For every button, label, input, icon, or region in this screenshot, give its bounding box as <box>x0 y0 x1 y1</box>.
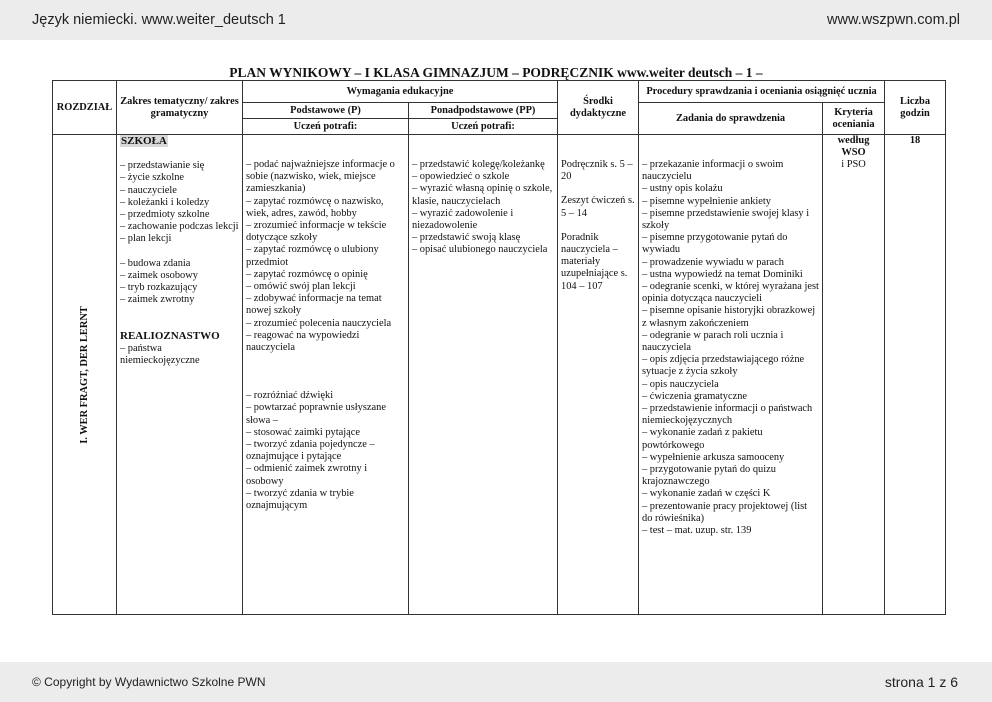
cell-srodki <box>558 135 639 615</box>
list-item: – wypełnienie arkusza samooceny <box>642 451 785 463</box>
list-item: – powtarzać poprawnie usłyszane słowa – <box>246 402 386 426</box>
list-item: – tryb rozkazujący <box>120 282 198 294</box>
list-item: – ustna wypowiedź na temat Dominiki <box>642 268 803 280</box>
list-item: – ćwiczenia gramatyczne <box>642 390 748 402</box>
plan-table <box>52 80 946 615</box>
list-item: – opowiedzieć o szkole <box>412 171 510 183</box>
list-item: – budowa zdania <box>120 257 191 269</box>
chapter-title: I. WER FRAGT, DER LERNT <box>78 305 90 444</box>
cell-kryteria <box>823 135 885 615</box>
list-item: – koleżanki i koledzy <box>120 196 210 208</box>
list-item: – stosować zaimki pytające <box>246 426 360 438</box>
page-footer <box>0 662 992 702</box>
cell-zadania <box>639 135 823 615</box>
list-item: – zachowanie podczas lekcji <box>120 221 239 233</box>
list-item: – zapytać rozmówcę o ulubiony przedmiot <box>246 244 379 268</box>
list-item: – tworzyć zdania w trybie oznajmującym <box>246 487 354 512</box>
section-szkola-heading: SZKOŁA <box>121 135 167 147</box>
list-item: – zdobywać informacje na temat nowej szkoły <box>246 293 382 317</box>
header-podstawowe: Podstawowe (P) <box>243 103 409 119</box>
cell-ponadpodstawowe <box>409 135 558 615</box>
list-item: – pisemne wypełnienie ankiety <box>642 195 771 207</box>
list-item: – przedstawić kolegę/koleżankę <box>412 159 545 170</box>
header-srodki: Środki dydaktyczne <box>558 81 639 135</box>
header-rozdzial: ROZDZIAŁ <box>53 81 117 135</box>
list-item: – zrozumieć informacje w tekście dotyczące szkoły <box>246 220 387 244</box>
zadania-list <box>642 159 819 537</box>
list-item: – wykonanie zadań w części K <box>642 488 771 500</box>
header-ponadpodstawowe: Ponadpodstawowe (PP) <box>409 103 558 119</box>
list-item: – plan lekcji <box>120 233 172 245</box>
list-item: – ustny opis kolażu <box>642 183 723 195</box>
list-item: – reagować na wypowiedzi nauczyciela <box>246 329 360 354</box>
list-item: – zapytać rozmówcę o nazwisko, wiek, adres, zawód, hobby <box>246 195 384 219</box>
list-item: – przekazanie informacji o swoim nauczycielu <box>642 159 784 183</box>
list-item: – odmienić zaimek zwrotny i osobowy <box>246 463 368 487</box>
header-wymagania: Wymagania edukacyjne <box>243 81 558 103</box>
list-item: – pisemne przedstawienie swojej klasy i szkoły <box>642 207 810 232</box>
list-item: – zrozumieć polecenia nauczyciela <box>246 317 392 329</box>
header-right-url[interactable]: www.wszpwn.com.pl <box>827 12 960 28</box>
page-header <box>0 0 992 40</box>
list-item: – zaimek zwrotny <box>120 294 195 306</box>
list-item: – prowadzenie wywiadu w parach <box>642 256 784 268</box>
list-item: – przedstawienie informacji o państwach niemieckojęzycznych <box>642 403 813 427</box>
srodki-group-2 <box>561 195 635 219</box>
list-item: – pisemne opisanie historyjki obrazkowej z własnym zakończeniem <box>642 305 816 329</box>
footer-page-number: strona 1 z 6 <box>884 674 958 690</box>
list-item: – wykonanie zadań z pakietu powtórkowego <box>642 427 763 451</box>
list-item: – nauczyciele <box>120 184 177 196</box>
list-item: Poradnik nauczyciela – materiały uzupełniające s. 104 – 107 <box>561 231 628 292</box>
document-title: PLAN WYNIKOWY – I KLASA GIMNAZJUM – PODRĘCZNIK www.weiter deutsch – 1 – <box>229 65 763 80</box>
kryteria-line-2: WSO <box>841 147 866 159</box>
kryteria-line-1: według <box>837 135 870 146</box>
header-uczen-p: Uczeń potrafi: <box>243 119 409 135</box>
podstawowe-group-1 <box>246 159 405 354</box>
srodki-group-1 <box>561 159 635 183</box>
cell-podstawowe <box>243 135 409 615</box>
header-procedury: Procedury sprawdzania i oceniania osiągnięć ucznia <box>639 81 885 103</box>
list-item: – opisać ulubionego nauczyciela <box>412 244 548 256</box>
list-item: – odegranie scenki, w której wyrażana jest opinia dotycząca nauczycieli <box>642 281 819 305</box>
section-realioznastwo-heading: REALIOZNASTWO <box>120 330 220 343</box>
footer-copyright: © Copyright by Wydawnictwo Szkolne PWN <box>32 675 266 689</box>
ponadpodstawowe-list <box>412 159 554 257</box>
list-item: – tworzyć zdania pojedyncze – oznajmujące i pytające <box>246 439 375 463</box>
list-item: – wyrazić własną opinię o szkole, klasie, nauczycielach <box>412 183 553 207</box>
header-uczen-pp: Uczeń potrafi: <box>409 119 558 135</box>
list-item: – przygotowanie pytań do quizu krajoznawczego <box>642 464 776 488</box>
cell-godziny: 18 <box>885 135 946 615</box>
list-item: Zeszyt ćwiczeń s. 5 – 14 <box>561 195 635 219</box>
zakres-group-1 <box>120 160 239 245</box>
list-item: – rozróżniać dźwięki <box>246 390 334 402</box>
list-item: – podać najważniejsze informacje o sobie (nazwisko, wiek, miejsce zamieszkania) <box>246 159 395 195</box>
list-item: – prezentowanie pracy projektowej (list do rówieśnika) <box>642 500 808 524</box>
header-zadania: Zadania do sprawdzenia <box>639 103 823 135</box>
cell-rozdzial <box>53 135 117 615</box>
list-item: – państwa niemieckojęzyczne <box>120 342 200 366</box>
header-liczba: Liczba godzin <box>885 81 946 135</box>
zakres-group-3 <box>120 343 239 367</box>
list-item: – odegranie w parach roli ucznia i nauczyciela <box>642 329 784 354</box>
kryteria-line-3: i PSO <box>841 159 866 171</box>
list-item: – opis zdjęcia przedstawiającego różne sytuacje z życia szkoły <box>642 354 805 378</box>
list-item: – przedmioty szkolne <box>120 209 210 221</box>
list-item: – zaimek osobowy <box>120 269 198 281</box>
list-item: – pisemne przygotowanie pytań do wywiadu <box>642 232 788 256</box>
srodki-group-3 <box>561 232 635 293</box>
list-item: Podręcznik s. 5 – 20 <box>561 159 633 183</box>
list-item: – test – mat. uzup. str. 139 <box>642 525 752 537</box>
list-item: – przedstawić swoją klasę <box>412 232 521 244</box>
zakres-group-2 <box>120 258 239 307</box>
cell-zakres <box>117 135 243 615</box>
list-item: – przedstawianie się <box>120 160 205 172</box>
list-item: – omówić swój plan lekcji <box>246 281 356 293</box>
list-item: – życie szkolne <box>120 172 185 184</box>
list-item: – zapytać rozmówcę o opinię <box>246 268 368 280</box>
list-item: – wyrazić zadowolenie i niezadowolenie <box>412 207 514 232</box>
header-left-title: Język niemiecki. www.weiter_deutsch 1 <box>32 12 286 28</box>
header-zakres: Zakres tematyczny/ zakres gramatyczny <box>117 81 243 135</box>
list-item: – opis nauczyciela <box>642 378 719 390</box>
header-kryteria: Kryteria oceniania <box>823 103 885 135</box>
podstawowe-group-2 <box>246 390 405 512</box>
